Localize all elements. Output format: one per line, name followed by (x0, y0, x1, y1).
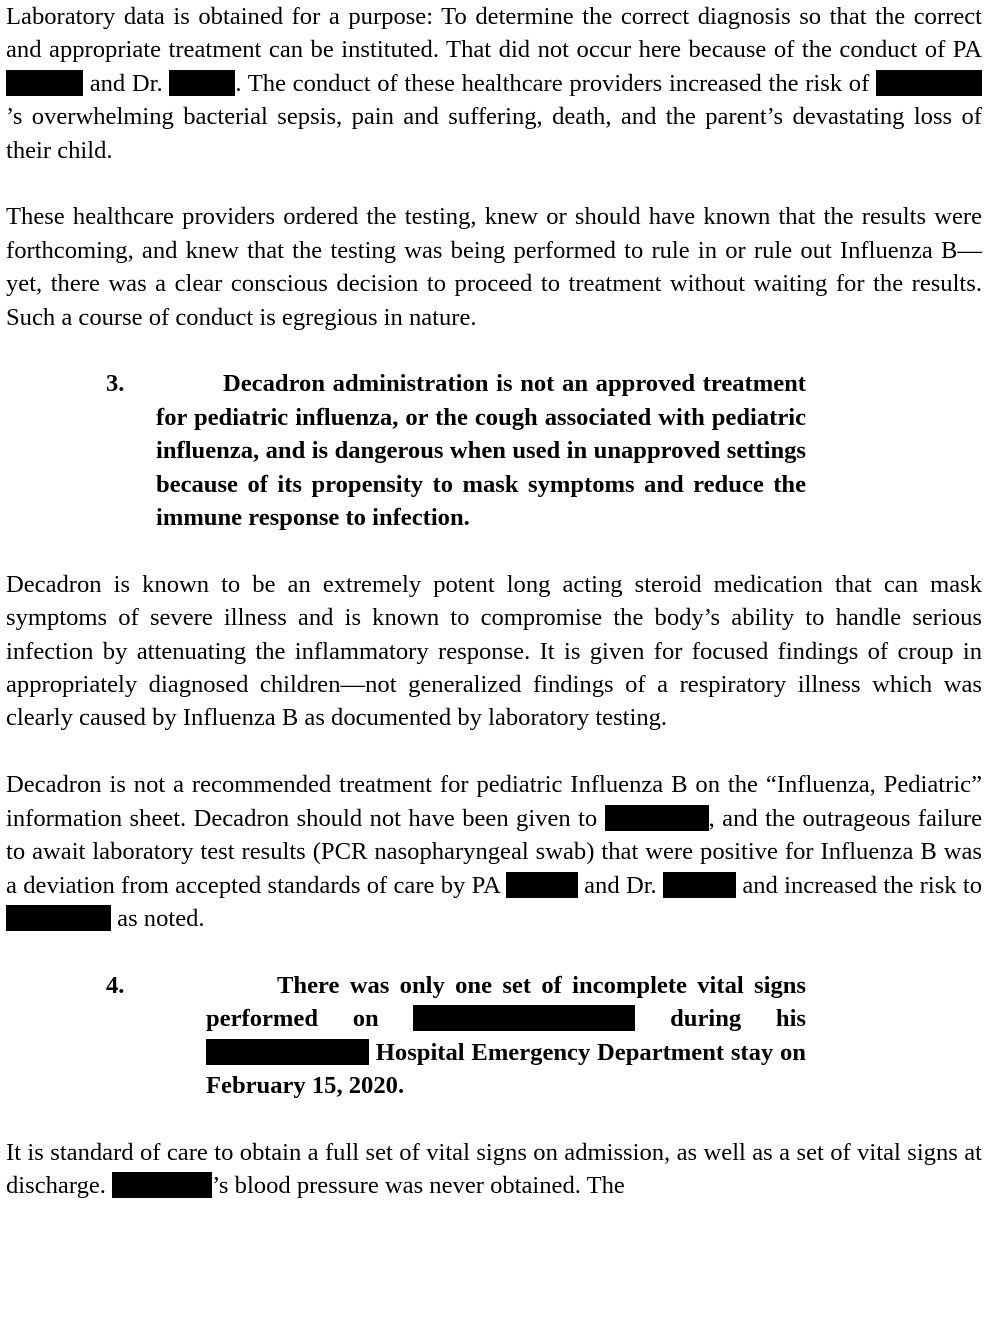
section-heading-3 (106, 367, 806, 534)
text-segment: and increased the risk to (736, 871, 983, 899)
text-segment: and Dr. (577, 871, 664, 899)
redaction-bar (6, 70, 83, 96)
text-segment: Decadron is not a recommended treatment for pediatric Influenza B on the “Influenza, Pediatric” information sheet. Decadron should not have been given to (6, 771, 982, 832)
document-page (6, 0, 982, 1203)
text-segment: , and the outrageous failure to await laboratory test results (PCR nasopharyngeal swab) that were positive for Influenza B was a deviation from accepted standards of care by PA (6, 804, 982, 899)
section-heading-4 (106, 969, 806, 1103)
heading-number: 4. (106, 971, 125, 999)
heading-text: Decadron administration is not an approved treatment for pediatric influenza, or the cough associated with pediatric influenza, and is dangerous when used in unapproved settings because of its propensity to mask symptoms and reduce the immune response to infection. (156, 370, 806, 532)
text-segment: ’s overwhelming bacterial sepsis, pain and suffering, death, and the parent’s devastating loss of their child. (6, 103, 982, 164)
text-segment: It is standard of care to obtain a full set of vital signs on admission, as well as a set of vital signs at discharge. (6, 1138, 982, 1200)
redaction-bar (6, 905, 111, 931)
text-segment: and Dr. (83, 69, 170, 97)
redaction-bar (506, 872, 578, 898)
redaction-bar (876, 70, 982, 96)
redaction-bar (663, 872, 736, 898)
paragraph-healthcare-providers: These healthcare providers ordered the testing, knew or should have known that the results were forthcoming, and knew that the testing was being performed to rule in or rule out Influenza B—yet, there was a clear conscious decision to proceed to treatment without waiting for the results. Such a course of conduct is egregious in nature. (6, 203, 982, 331)
text-segment: ’s blood pressure was never obtained. The (212, 1172, 625, 1200)
heading-number: 3. (106, 370, 125, 398)
text-segment: Laboratory data is obtained for a purpose: To determine the correct diagnosis so that the correct and appropriate treatment can be instituted. That did not occur here because of the conduct of PA (6, 3, 982, 64)
heading-text: There was only one set of incomplete vital signs performed on (206, 971, 806, 1033)
paragraph-laboratory-data (6, 0, 982, 167)
redaction-bar (206, 1039, 369, 1065)
text-segment: as noted. (111, 904, 205, 932)
heading-text: during his (635, 1005, 806, 1033)
heading-text: Hospital Emergency Department stay on February 15, 2020. (206, 1038, 806, 1099)
redaction-bar (112, 1172, 212, 1198)
paragraph-decadron-not-recommended (6, 768, 982, 935)
text-segment: . The conduct of these healthcare providers increased the risk of (235, 69, 876, 97)
redaction-bar (413, 1005, 635, 1031)
paragraph-decadron-known: Decadron is known to be an extremely potent long acting steroid medication that can mask symptoms of severe illness and is known to compromise the body’s ability to handle serious infection by attenuating the inflammatory response. It is given for focused findings of croup in appropriately diagnosed children—not generalized findings of a respiratory illness which was clearly caused by Influenza B as documented by laboratory testing. (6, 570, 982, 732)
redaction-bar (169, 70, 235, 96)
redaction-bar (605, 805, 709, 831)
paragraph-vital-signs (6, 1136, 982, 1203)
